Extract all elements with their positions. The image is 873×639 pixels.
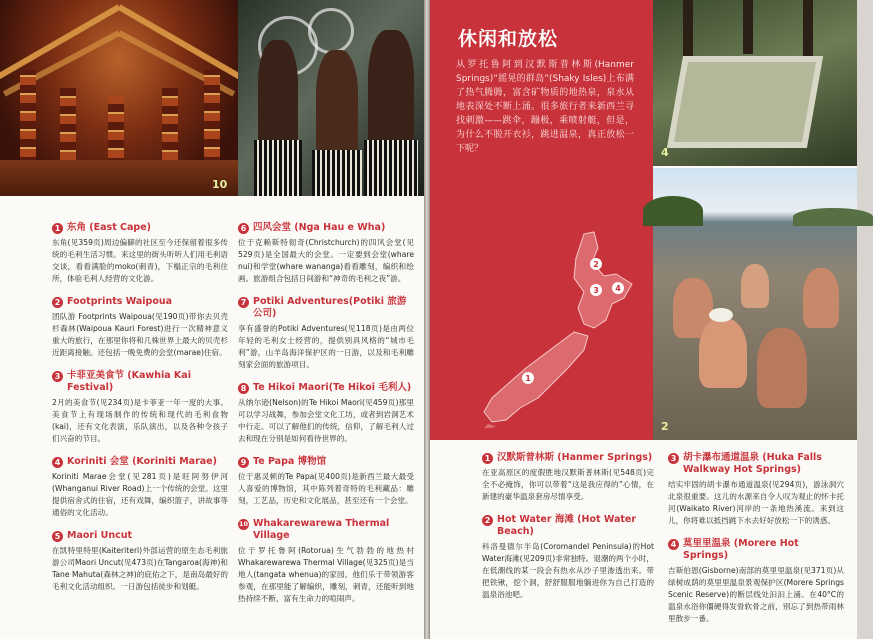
entry-title bbox=[52, 370, 228, 394]
map-marker-2 bbox=[590, 258, 602, 270]
entry-body: 吉斯伯恩(Gisborne)南部的莫里里温泉(见371页)从绿树成荫的莫里里温泉景观保护区(Morere Springs Scenic Reserve)的断层线处汩汩上涌。在40°C的温泉水浴你僵硬得发骨软骨之前，别忘了到热带雨林里散步一番。 bbox=[668, 566, 844, 623]
entry-title bbox=[238, 518, 414, 542]
svg-text:4: 4 bbox=[615, 284, 621, 293]
entry-body: 科洛曼德尔半岛(Coromandel Peninsula)的Hot Water海滩(见209页)非常独特。退潮的两个小时，在低潮线的某一段会有热水从沙子里渗透出来。带把铁锹，挖个洞，舒舒服服地躺进你为自己打造的温泉浴池吧。 bbox=[482, 542, 654, 599]
kapa-haka-dancers-photo bbox=[212, 0, 424, 196]
entry-7 bbox=[238, 296, 414, 371]
entry-body: 2月的美食节(见234页)是卡菲亚一年一度的大事。美食节上有现场制作的传统和现代的毛利食物(kai)，还有文化表演，乐队演出，以及各种令孩子们兴奋的节目。 bbox=[52, 398, 228, 443]
entry-title bbox=[482, 452, 654, 464]
entry-title-text: 胡卡瀑布通道温泉 (Huka Falls Walkway Hot Springs) bbox=[683, 452, 822, 475]
meeting-house-photo bbox=[0, 0, 238, 196]
entry-number-badge: 4 bbox=[668, 539, 679, 550]
entry-body: 东角(见359页)周边偏僻的社区至今还保留着很多传统的毛利生活习惯。来这里的街头听听人们用毛利语交谈，看看满脸的moko(刺青)，下榻正宗的毛利住所，体验毛利人经营的文化游。 bbox=[52, 238, 228, 283]
photo-number-10: 10 bbox=[212, 178, 228, 191]
entry-5 bbox=[52, 530, 228, 593]
entry-title-text: Hot Water 海滩 (Hot Water Beach) bbox=[497, 514, 637, 537]
entry-number-badge: 1 bbox=[482, 453, 493, 464]
entry-10 bbox=[238, 518, 414, 605]
entry-number-badge: 8 bbox=[238, 383, 249, 394]
entry-title bbox=[52, 222, 228, 234]
entry-title bbox=[52, 530, 228, 542]
new-zealand-map bbox=[456, 228, 646, 428]
entry-body: Koriniti Marae会堂(见281页)是旺阿努伊河(Whanganui River Road)上一个传统的会堂。这里提供宿舍式的住宿，还有戏舞，编织篮子，讲故事等通俗的文化活动。 bbox=[52, 472, 229, 517]
page-title: 休闲和放松 bbox=[458, 28, 559, 50]
entry-number-badge: 7 bbox=[238, 297, 249, 308]
entry-body: 位于克赖斯特彻奇(Christchurch)的四风会堂(见529页)是全国最大的会堂。一定要到会堂(whare nui)和学堂(whare wananga)看看雕刻，编织和绘画。旅游组合包括日间游和“神奇的毛利之夜”游。 bbox=[238, 238, 414, 283]
entry-title-text: 莫里里温泉 (Morere Hot Springs) bbox=[683, 538, 799, 561]
entry-title-text: Te Papa 博物馆 bbox=[253, 456, 327, 467]
entry-number-badge: 1 bbox=[52, 223, 63, 234]
entry-title bbox=[668, 452, 844, 476]
entry-title bbox=[238, 456, 414, 468]
relax-panel bbox=[430, 0, 653, 440]
entry-number-badge: 3 bbox=[668, 453, 679, 464]
entry-title-text: Footprints Waipoua bbox=[67, 296, 173, 307]
map-marker-4 bbox=[612, 282, 624, 294]
intro-paragraph: 从罗托鲁阿到汉默斯普林斯(Hanmer Springs)“摇晃的群岛”(Shaky Isles)上布满了热气腾腾，富含矿物质的地热泉，泉水从地表深处不断上涌。很多旅行者来新西兰寻找刺激——跳伞，蹦极，乘喷射艇，但是，为什么不脱开衣衫，跳进温泉，真正放松一下呢？ bbox=[456, 60, 634, 154]
entry-title-text: Te Hikoi Maori(Te Hikoi 毛利人) bbox=[253, 382, 412, 393]
entry-title-text: 四风会堂 (Nga Hau e Wha) bbox=[253, 222, 386, 233]
hot-water-beach-photo bbox=[653, 168, 857, 440]
entry-title bbox=[238, 296, 414, 320]
entry-body: 从纳尔逊(Nelson)的Te Hikoi Maori(见459页)那里可以学习战舞，参加会堂文化工坊，或者到岩洞艺术中行走。可以了解他们的传统，信仰，了解毛利人过去和现在分别是如何看待世界的。 bbox=[238, 398, 414, 443]
entry-title-text: Whakarewarewa Thermal Village bbox=[253, 518, 390, 541]
entry-number-badge: 2 bbox=[52, 297, 63, 308]
entry-body: 在凯特里特里(Kaiteriteri)外部运营的原生态毛利旅游公司Maori Uncut(见473页)在Tangaroa(海神)和Tane Mahuta(森林之神)的庇佑之下，是南岛最好的毛利文化活动组织。一日游包括徒步和划艇。 bbox=[52, 546, 228, 591]
svg-text:3: 3 bbox=[593, 286, 599, 295]
left-page bbox=[0, 0, 424, 639]
entry-number-badge: 3 bbox=[52, 371, 63, 382]
svg-text:2: 2 bbox=[593, 260, 599, 269]
hot-pool-photo bbox=[653, 0, 857, 166]
entry-9 bbox=[238, 456, 414, 507]
entry-body: 位于罗托鲁阿(Rotorua)生气勃勃的地热村Whakarewarewa Thermal Village(见325页)是当地人(tangata whenua)的家园。他们乐于带领游客参观，在那里能了解编织，雕刻，刺青，还能听到地热持续不断，富有生命力的喧闹声。 bbox=[238, 546, 414, 603]
entry-4 bbox=[668, 538, 844, 625]
right-page bbox=[430, 0, 857, 639]
entry-title-text: 东角 (East Cape) bbox=[67, 222, 152, 233]
left-column-1 bbox=[52, 222, 228, 604]
entry-title bbox=[238, 222, 414, 234]
entry-body: 结实牢固的胡卡瀑布通道温泉(见294页)，游泳洞穴北泉很重要。这儿的水源来自令人叹为观止的怀卡托河(Waikato River)河岸的一条地热溪流。来到这儿，你将难以抵挡跳下水去好好放松一下的诱惑。 bbox=[668, 480, 844, 525]
entry-title-text: Maori Uncut bbox=[67, 530, 133, 541]
entry-number-badge: 6 bbox=[238, 223, 249, 234]
entry-number-badge: 10 bbox=[238, 520, 249, 528]
right-column-2 bbox=[668, 452, 844, 636]
entry-body: 位于惠灵顿的Te Papa(见400页)是新西兰最大最受人喜爱的博物馆，其中陈列着奇特的毛利藏品：雕刻，工艺品，历史和文化展品，甚至还有一个会堂。 bbox=[238, 472, 414, 505]
entry-1 bbox=[52, 222, 228, 285]
entry-title bbox=[52, 296, 228, 308]
entry-8 bbox=[238, 382, 414, 445]
entry-6 bbox=[238, 222, 414, 285]
entry-title bbox=[482, 514, 654, 538]
entry-number-badge: 9 bbox=[238, 457, 249, 468]
entry-title bbox=[668, 538, 844, 562]
entry-number-badge: 5 bbox=[52, 531, 63, 542]
entry-body: 在亚高原区的度假胜地汉默斯普林斯(见548页)完全不必掩饰，你可以带着“这是我应得的”心情，在新建的豪华温泉套房尽情享受。 bbox=[482, 468, 654, 501]
entry-4 bbox=[52, 456, 228, 519]
entry-body: 团队游 Footprints Waipoua(见190页)带你去贝壳杉森林(Waipoua Kauri Forest)进行一次精神意义重大的旅行，在那里你将和几株世界上最大的贝壳杉近距离接触。还包括一晚免费的会堂(marae)住宿。 bbox=[52, 312, 228, 357]
entry-number-badge: 4 bbox=[52, 457, 63, 468]
entry-2 bbox=[482, 514, 654, 601]
entry-title-text: 卡菲亚美食节 (Kawhia Kai Festival) bbox=[67, 370, 191, 393]
entry-1 bbox=[482, 452, 654, 503]
entry-title-text: 汉默斯普林斯 (Hanmer Springs) bbox=[497, 452, 653, 463]
entry-title bbox=[238, 382, 414, 394]
entry-2 bbox=[52, 296, 228, 359]
entry-title-text: Potiki Adventures(Potiki 旅游公司) bbox=[253, 296, 407, 319]
entry-title bbox=[52, 456, 228, 468]
photo-number-2: 2 bbox=[661, 420, 669, 433]
entry-3 bbox=[52, 370, 228, 445]
left-column-2 bbox=[238, 222, 414, 616]
map-marker-1 bbox=[522, 372, 534, 384]
svg-text:1: 1 bbox=[525, 374, 531, 383]
entry-body: 享有盛誉的Potiki Adventures(见118页)是由两位年轻的毛利女士经营的，提供别具风格的“城市毛利”游，山羊岛海洋保护区的一日游，以及和毛利雕刻家会面的旅游项目。 bbox=[238, 324, 414, 369]
map-marker-3 bbox=[590, 284, 602, 296]
entry-3 bbox=[668, 452, 844, 527]
photo-number-4: 4 bbox=[661, 146, 669, 159]
right-column-1 bbox=[482, 452, 654, 612]
entry-number-badge: 2 bbox=[482, 515, 493, 526]
entry-title-text: Koriniti 会堂 (Koriniti Marae) bbox=[67, 456, 217, 467]
